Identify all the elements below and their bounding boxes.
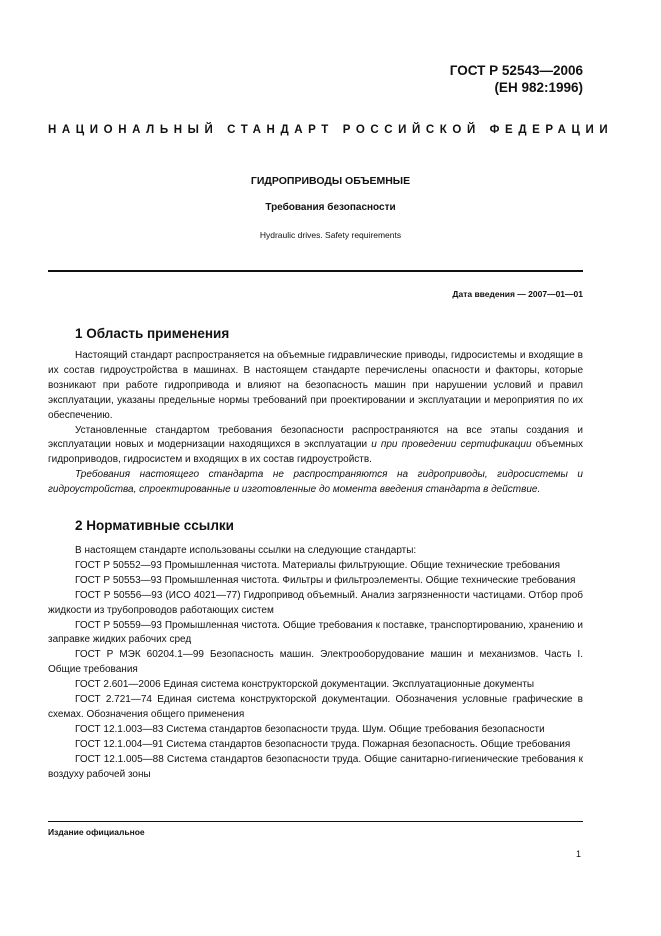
reference-item: ГОСТ Р 50556—93 (ИСО 4021—77) Гидропривод объемный. Анализ загрязненности частицами. Отбор проб жидкости из трубопроводов работающих систем (48, 589, 583, 616)
section-2-body (48, 544, 583, 783)
paragraph-text: Установленные стандартом требования безопасности распространяются на все этапы создания и эксплуатации новых и модернизации находящихся в эксплуатации (48, 424, 583, 451)
reference-item: ГОСТ 12.1.005—88 Система стандартов безопасности труда. Общие санитарно-гигиенические требования к воздуху рабочей зоны (48, 753, 583, 780)
paragraph-text: объемных гидроприводов, гидросистем и входящих в их состав гидроустройств. (48, 439, 584, 466)
document-title: ГИДРОПРИВОДЫ ОБЪЕМНЫЕ (250, 175, 411, 187)
header-divider (48, 270, 583, 272)
reference-item: ГОСТ 12.1.003—83 Система стандартов безопасности труда. Шум. Общие требования безопасности (75, 723, 545, 735)
introduction-date: Дата введения — 2007—01—01 (452, 289, 583, 299)
paragraph: Настоящий стандарт распространяется на объемные гидравлические приводы, гидросистемы и входящие в их состав гидроустройства в машинах. В настоящем стандарте перечислены опасности и факторы, которые возникают при работе гидропривода и влияют на безопасность машин при нарушении условий и правил эксплуатации, указаны предельные нормы требований при проектировании и эксплуатации и мероприятия по их обеспечению. (48, 350, 583, 421)
national-standard-banner: НАЦИОНАЛЬНЫЙ СТАНДАРТ РОССИЙСКОЙ ФЕДЕРАЦИИ (48, 124, 614, 136)
page-number: 1 (575, 849, 581, 859)
official-edition-label: Издание официальное (48, 827, 145, 837)
reference-item: ГОСТ Р 50553—93 Промышленная чистота. Фильтры и фильтроэлементы. Общие технические требования (75, 574, 576, 586)
footer-divider (48, 821, 583, 822)
section-1-body (48, 349, 583, 498)
standard-code-block (450, 62, 583, 96)
document-subtitle: Требования безопасности (265, 202, 396, 213)
paragraph: В настоящем стандарте использованы ссылки на следующие стандарты: (75, 545, 417, 556)
reference-item: ГОСТ 2.721—74 Единая система конструкторской документации. Обозначения условные графические в схемах. Обозначения общего применения (48, 694, 583, 720)
english-title: Hydraulic drives. Safety requirements (259, 230, 402, 240)
section-1-heading: 1 Область применения (75, 326, 230, 341)
reference-item: ГОСТ Р 50559—93 Промышленная чистота. Общие требования к поставке, транспортированию, хранению и заправке жидких рабочих сред (48, 619, 583, 646)
reference-item: ГОСТ Р 50552—93 Промышленная чистота. Материалы фильтрующие. Общие технические требования (75, 559, 561, 571)
paragraph (48, 424, 583, 469)
standard-code: ГОСТ Р 52543—2006 (449, 63, 583, 78)
paragraph: Требования настоящего стандарта не распространяются на гидроприводы, гидросистемы и гидроустройства, спроектированные и изготовленные до момента введения стандарта в действие. (48, 469, 583, 496)
reference-item: ГОСТ 2.601—2006 Единая система конструкторской документации. Эксплуатационные документы (75, 679, 535, 691)
italic-insertion: и при проведении сертификации (371, 439, 532, 451)
reference-item: ГОСТ 12.1.004—91 Система стандартов безопасности труда. Пожарная безопасность. Общие требования (75, 738, 571, 750)
reference-item: ГОСТ Р МЭК 60204.1—99 Безопасность машин. Электрооборудование машин и механизмов. Часть I. Общие требования (48, 649, 583, 676)
en-standard-code: (ЕН 982:1996) (494, 80, 583, 95)
section-2-heading: 2 Нормативные ссылки (75, 518, 234, 533)
